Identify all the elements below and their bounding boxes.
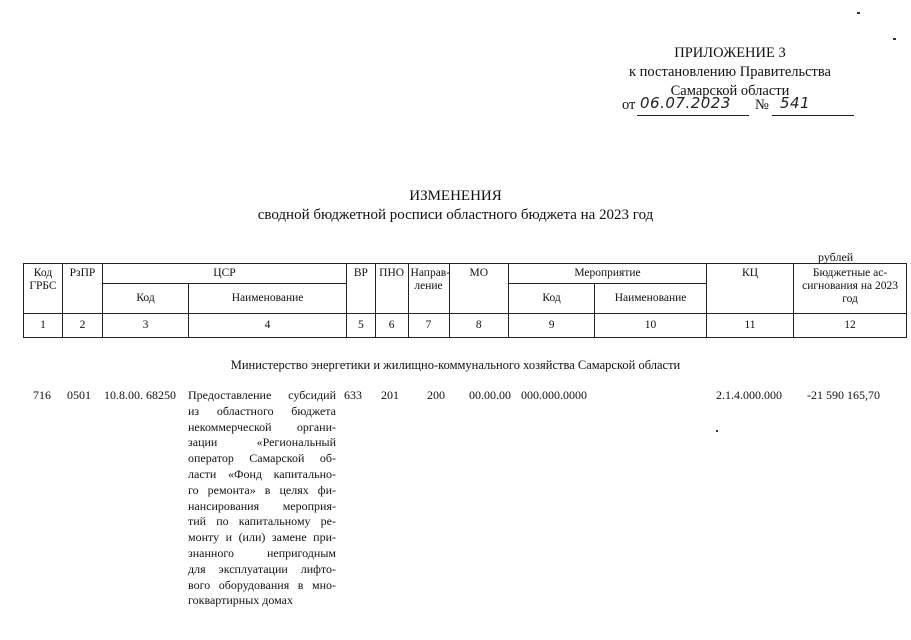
- header-event-name: Наименование: [595, 284, 707, 314]
- column-number: 1: [24, 314, 63, 338]
- column-number: 8: [449, 314, 508, 338]
- column-number-row: [24, 314, 907, 338]
- number-underline: [772, 115, 854, 116]
- header-pno: ПНО: [375, 264, 408, 314]
- column-number: 4: [189, 314, 347, 338]
- row-csr-name-line: гоквартирных домах: [188, 593, 293, 608]
- number-prefix: №: [755, 97, 769, 113]
- header-event: Мероприятие: [509, 264, 707, 284]
- row-csr-name-line: некоммерческой органи-: [188, 419, 336, 434]
- row-csr-name-line: ласти «Фонд капитально-: [188, 466, 336, 481]
- header-vr: ВР: [347, 264, 376, 314]
- row-csr-name-line: знанного непригодным: [188, 545, 336, 560]
- row-csr-name-line: Предоставление субсидий: [188, 388, 336, 402]
- appendix-title: ПРИЛОЖЕНИЕ 3: [674, 45, 786, 61]
- table-header-row-1: [24, 264, 907, 284]
- column-number: 11: [706, 314, 793, 338]
- row-csr-name-line: оператор Самарской об-: [188, 451, 336, 466]
- column-number: 7: [408, 314, 449, 338]
- row-csr-name-line: тий по капитальному ре-: [188, 514, 336, 529]
- scan-speck: [857, 12, 860, 14]
- row-csr-name-line: монту и (или) замене при-: [188, 530, 336, 545]
- header-event-kod: Код: [509, 284, 595, 314]
- appendix-line-2: Самарской области: [670, 83, 790, 99]
- header-csr: ЦСР: [102, 264, 346, 284]
- row-csr-name-line: для эксплуатации лифто-: [188, 561, 336, 576]
- column-number: 2: [62, 314, 102, 338]
- column-number: 5: [347, 314, 376, 338]
- document-subtitle: сводной бюджетной росписи областного бюджета на 2023 год: [257, 207, 654, 223]
- header-csr-name: Наименование: [189, 284, 347, 314]
- scan-speck: [716, 430, 718, 432]
- budget-changes-table: [23, 263, 907, 338]
- row-csr-name-line: из областного бюджета: [188, 403, 336, 418]
- row-grbs: 716: [33, 388, 51, 402]
- appendix-block: [560, 44, 900, 101]
- header-direction: Направ-ление: [408, 264, 449, 314]
- header-csr-kod: Код: [102, 284, 188, 314]
- row-amount: -21 590 165,70: [807, 388, 880, 402]
- scan-speck: [893, 38, 896, 40]
- column-number: 10: [595, 314, 707, 338]
- header-rzpr: РзПР: [62, 264, 102, 314]
- row-direction: 200: [427, 388, 445, 402]
- date-underline: [637, 115, 749, 116]
- row-kc: 2.1.4.000.000: [716, 388, 782, 402]
- row-csr-name-line: зации «Региональный: [188, 435, 336, 450]
- row-vr: 633: [344, 388, 362, 402]
- header-kc: КЦ: [706, 264, 793, 314]
- row-pno: 201: [381, 388, 399, 402]
- number-handwritten: 541: [780, 94, 811, 112]
- header-mo: МО: [449, 264, 508, 314]
- units-label: рублей: [818, 250, 854, 264]
- document-title: ИЗМЕНЕНИЯ: [409, 188, 502, 204]
- column-number: 9: [509, 314, 595, 338]
- row-mo: 00.00.00: [469, 388, 511, 402]
- ministry-heading: Министерство энергетики и жилищно-коммунального хозяйства Самарской области: [230, 358, 681, 372]
- column-number: 3: [102, 314, 188, 338]
- header-kod-grbs: Код ГРБС: [24, 264, 63, 314]
- row-csr-name-line: нансирования мероприя-: [188, 498, 336, 513]
- date-handwritten: 06.07.2023: [640, 94, 731, 112]
- row-rzpr: 0501: [67, 388, 91, 402]
- column-number: 6: [375, 314, 408, 338]
- date-prefix: от: [622, 97, 636, 113]
- row-csr-name-line: вого оборудования в мно-: [188, 577, 336, 592]
- row-csr-name: [188, 388, 336, 609]
- row-csr-name-line: го ремонта» в целях фи-: [188, 482, 336, 497]
- header-budget: Бюджетные ас-сигнования на 2023 год: [794, 264, 907, 314]
- column-number: 12: [794, 314, 907, 338]
- row-event-kod: 000.000.0000: [521, 388, 587, 402]
- document-title-block: [0, 187, 911, 225]
- row-csr-kod: 10.8.00. 68250: [104, 388, 176, 402]
- appendix-line-1: к постановлению Правительства: [629, 64, 831, 80]
